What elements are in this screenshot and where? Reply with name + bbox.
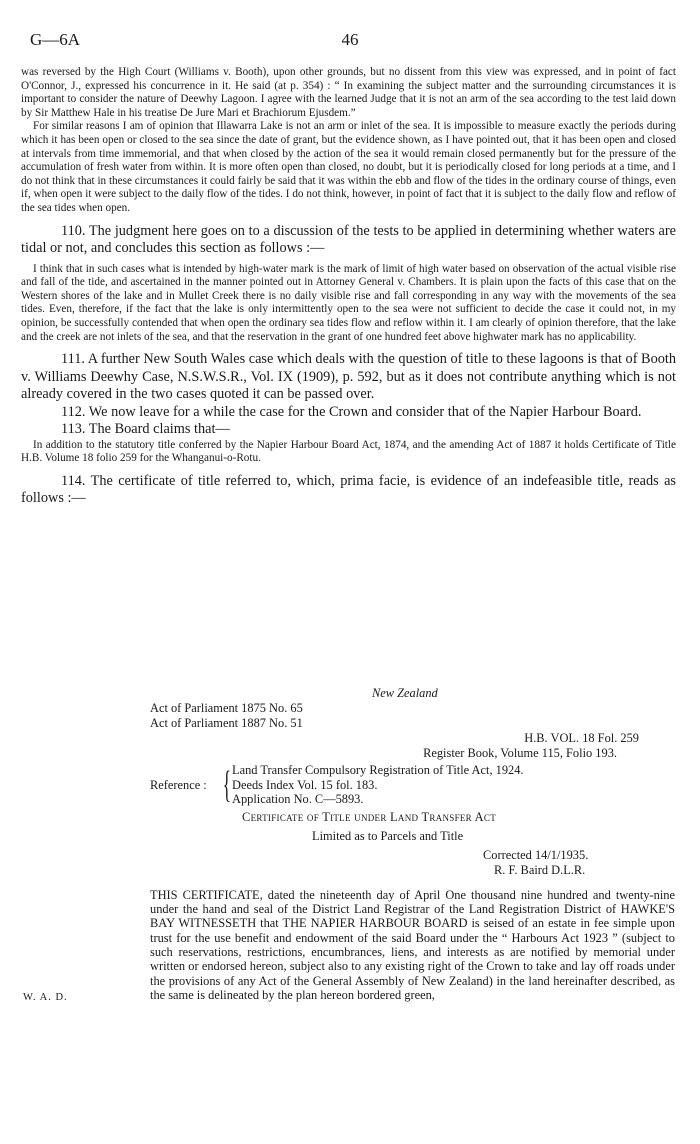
cert-act-1: Act of Parliament 1875 No. 65 (150, 701, 303, 715)
cert-title: Certificate of Title under Land Transfer Act (242, 809, 497, 824)
paragraph-113: 113. The Board claims that— (61, 421, 230, 438)
paragraph-114: 114. The certificate of title referred to, which, prima facie, is evidence of an indefeasible title, reads as follows :— (21, 472, 676, 507)
cert-reference (150, 763, 675, 807)
main-text (21, 66, 676, 508)
page-number: 46 (341, 30, 359, 49)
quoted-passage-2: For similar reasons I am of opinion that Illawarra Lake is not an arm or inlet of the sea. It is impossible to measure exactly the periods during which it has been open or closed to the sea since the date of grant, but the evidence shown, as I have pointed out, that it has been open and closed at intervals from time immemorial, and that when closed by the action of the sea it would remain closed permanently but for the pressure of the accumulation of fresh water from within. It is more often open than closed, no doubt, but it is periodically closed for long periods at a time, and I do not think that in these circumstances it could fairly be said that it was within the ebb and flow of the tides in the ordinary course of things, even if, when open it were subject to the daily flow of the tides. I do not think, however, in point of fact that it is subject to the daily flow and reflow of the sea tides when open. (21, 120, 676, 214)
cert-corrected: Corrected 14/1/1935. (483, 847, 589, 862)
document-reference: G—6A (30, 30, 81, 49)
cert-country: New Zealand (372, 686, 438, 700)
reference-label: Reference : (150, 777, 207, 792)
reference-line: Land Transfer Compulsory Registration of Title Act, 1924. (232, 763, 524, 777)
reference-line: Deeds Index Vol. 15 fol. 183. (232, 777, 378, 792)
page-header (20, 30, 680, 52)
cert-act-2: Act of Parliament 1887 No. 51 (150, 716, 303, 730)
quoted-passage-1: was reversed by the High Court (Williams v. Booth), upon other grounds, but no dissent from this view was expressed, and in point of fact O'Connor, J., expressed his concurrence in it. He said (at p. 354) : “ In examining the subject matter and the surrounding circumstances it is important to consider the nature of Deewhy Lagoon. I agree with the learned Judge that it is not an arm of the sea according to the test laid down by Sir Matthew Hale in his treatise De Jure Mari et Brachiorum Ejusdem.” (21, 66, 676, 119)
certificate-of-title (150, 686, 675, 1002)
paragraph-111: 111. A further New South Wales case which deals with the question of title to these lagoons is that of Booth v. Williams Deewhy Case, N.S.W.S.R., Vol. IX (1909), p. 592, but as it does not contribute anything which is not already covered in the two cases quoted it can be passed over. (21, 351, 676, 403)
cert-body: THIS CERTIFICATE, dated the nineteenth day of April One thousand nine hundred and twenty-nine under the hand and seal of the District Land Registrar of the Land Registration District of HAWKE'S BAY WITNESSETH that THE NAPIER HARBOUR BOARD is seised of an estate in fee simple upon trust for the use benefit and endowment of the said Board under the “ Harbours Act 1923 ” (subject to such reservations, restrictions, encumbrances, liens, and interests as are notified by memorial under written or endorsed hereon, subject also to any existing right of the Crown to take and lay off roads under the provisions of any Act of the General Assembly of New Zealand) in the land hereinafter described, as the same is delineated by the plan hereon bordered green, (150, 887, 675, 1002)
reference-lines (232, 763, 524, 807)
quoted-passage-3: I think that in such cases what is intended by high-water mark is the mark of limit of high water based on observation of the actual visible rise and fall of the tide, and ascertained in the manner pointed out in Attorney General v. Chambers. It is plain upon the facts of this case that on the Western shores of the lake and in Mullet Creek there is no daily visible rise and fall corresponding in any way with the movements of the sea tides. Even, therefore, if the fact that the lake is only intermittently open to the sea were not sufficient to decide the case it could not, in my opinion, be successfully contended that when open the ordinary sea tides flow and reflow within it. I am clearly of opinion therefore, that the lake and the creek are not inlets of the sea, and that the reservation in the grant of one hundred feet above highwater mark has no applicability. (21, 262, 676, 343)
paragraph-110: 110. The judgment here goes on to a discussion of the tests to be applied in determining whether waters are tidal or not, and concludes this section as follows :— (21, 222, 676, 257)
brace-icon: { (222, 763, 231, 806)
cert-volume: H.B. VOL. 18 Fol. 259 (524, 731, 639, 745)
quoted-passage-4: In addition to the statutory title conferred by the Napier Harbour Board Act, 1874, and the amending Act of 1887 it holds Certificate of Title H.B. Volume 18 folio 259 for the Whanganui-o-Rotu. (21, 438, 676, 465)
cert-register: Register Book, Volume 115, Folio 193. (423, 746, 617, 760)
reference-line: Application No. C—5893. (232, 792, 364, 807)
paragraph-112: 112. We now leave for a while the case for the Crown and consider that of the Napier Harbour Board. (61, 403, 642, 420)
cert-signature: R. F. Baird D.L.R. (494, 862, 586, 877)
cert-limited: Limited as to Parcels and Title (312, 828, 464, 843)
margin-note: W. A. D. (23, 992, 68, 1003)
